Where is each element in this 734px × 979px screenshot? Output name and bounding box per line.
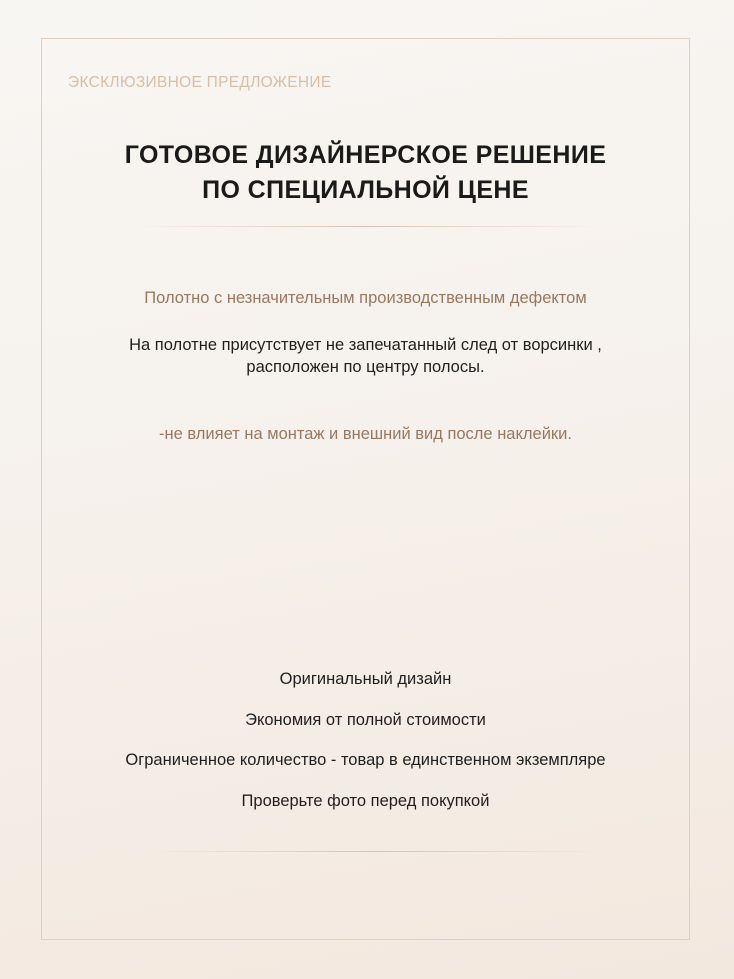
eyebrow-label: ЭКСКЛЮЗИВНОЕ ПРЕДЛОЖЕНИЕ [68,74,332,91]
page-title-line-2: ПО СПЕЦИАЛЬНОЙ ЦЕНЕ [202,176,529,204]
defect-description-line-1: На полотне присутствует не запечатанный след от ворсинки , [129,336,602,354]
feature-item-savings: Экономия от полной стоимости [245,711,486,729]
page-title [41,138,690,208]
feature-item-limited-quantity: Ограниченное количество - товар в единственном экземпляре [125,751,606,769]
page-title-line-1: ГОТОВОЕ ДИЗАЙНЕРСКОЕ РЕШЕНИЕ [124,141,607,169]
defect-subtitle: Полотно с незначительным производственным дефектом [144,289,587,307]
feature-item-check-photo: Проверьте фото перед покупкой [241,792,490,810]
defect-description-line-2: расположен по центру полосы. [246,358,485,376]
top-divider [130,226,602,227]
feature-item-original-design: Оригинальный дизайн [279,670,452,688]
bottom-divider [145,851,605,852]
defect-note: -не влияет на монтаж и внешний вид после наклейки. [159,425,572,443]
